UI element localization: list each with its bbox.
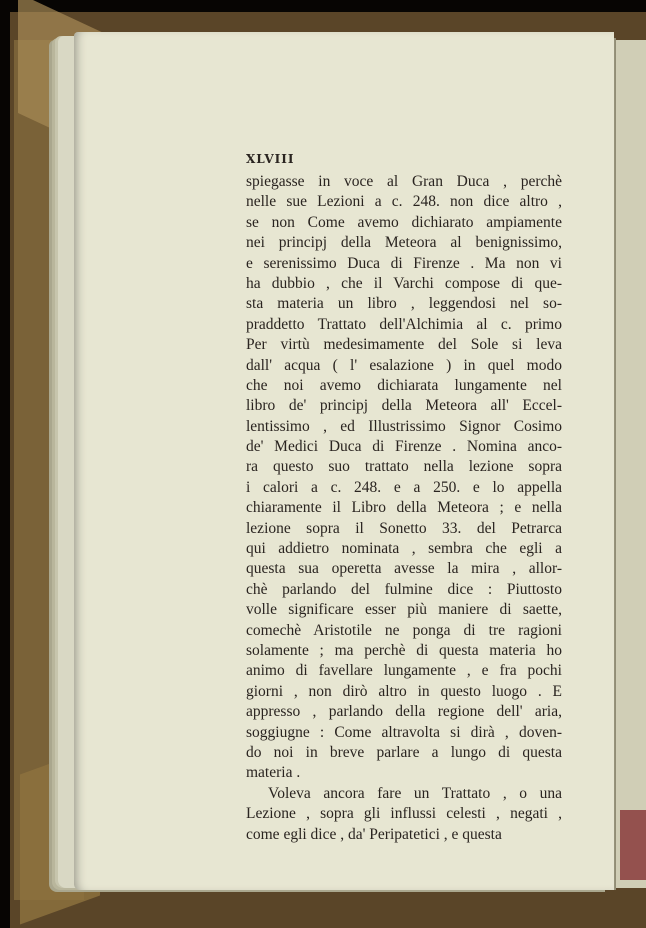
text-line: do noi in breve parlare a lungo di questa	[246, 743, 562, 761]
text-line: Voleva ancora fare un Trattato , o una	[268, 784, 562, 802]
text-line: i calori a c. 248. e a 250. e lo appella	[246, 478, 562, 496]
text-line: sta materia un libro , leggendosi nel so-	[246, 295, 562, 313]
text-line: soggiugne : Come altravolta si dirà , doven-	[246, 723, 562, 741]
text-line: nelle sue Lezioni a c. 248. non dice altro ,	[246, 193, 562, 211]
text-line: questa sua operetta avesse la mira , allor-	[246, 560, 562, 578]
text-lines	[246, 172, 562, 845]
text-line: Lezione , sopra gli influssi celesti , negati ,	[246, 805, 562, 823]
text-line: chè parlando del fulmine dice : Piuttosto	[246, 580, 562, 598]
text-line: Per virtù medesimamente del Sole si leva	[246, 336, 562, 354]
text-line: lentissimo , ed Illustrissimo Signor Cosimo	[246, 417, 562, 435]
text-line: dall' acqua ( l' esalazione ) in quel modo	[246, 356, 562, 374]
text-line: spiegasse in voce al Gran Duca , perchè	[246, 173, 562, 190]
text-line: comechè Aristotile ne ponga di tre ragioni	[246, 621, 562, 639]
text-line: come egli dice , da' Peripatetici , e questa	[246, 825, 502, 843]
page-text	[246, 152, 562, 845]
text-line: praddetto Trattato dell'Alchimia al c. primo	[246, 315, 562, 333]
text-line: libro de' principj della Meteora all' Eccel-	[246, 397, 562, 415]
text-line: e serenissimo Duca di Firenze . Ma non vi	[246, 254, 562, 272]
text-line: solamente ; ma perchè di questa materia ho	[246, 641, 562, 659]
text-line: che noi avemo dichiarata lungamente nel	[246, 376, 562, 394]
text-line: materia .	[246, 764, 301, 782]
page-number: XLVIII	[246, 152, 295, 166]
text-line: animo di favellare lungamente , e fra pochi	[246, 662, 562, 680]
text-line: nei principj della Meteora al benignissimo,	[246, 234, 562, 252]
text-line: de' Medici Duca di Firenze . Nomina anco-	[246, 438, 562, 456]
text-line: qui addietro nominata , sembra che egli a	[246, 540, 562, 558]
facing-page-edge	[616, 40, 646, 888]
text-line: ra questo suo trattato nella lezione sopra	[246, 458, 562, 476]
ribbon-mark	[620, 810, 646, 880]
text-line: lezione sopra il Sonetto 33. del Petrarca	[246, 519, 562, 537]
text-line: chiaramente il Libro della Meteora ; e nella	[246, 499, 562, 517]
text-line: volle significare esser più maniere di saette,	[246, 601, 562, 619]
text-line: ha dubbio , che il Varchi compose di que-	[246, 274, 562, 292]
text-line: appresso , parlando della regione dell' aria,	[246, 703, 562, 721]
text-line: giorni , non dirò altro in questo luogo . E	[246, 682, 562, 700]
text-line: se non Come avemo dichiarato ampiamente	[246, 213, 562, 231]
